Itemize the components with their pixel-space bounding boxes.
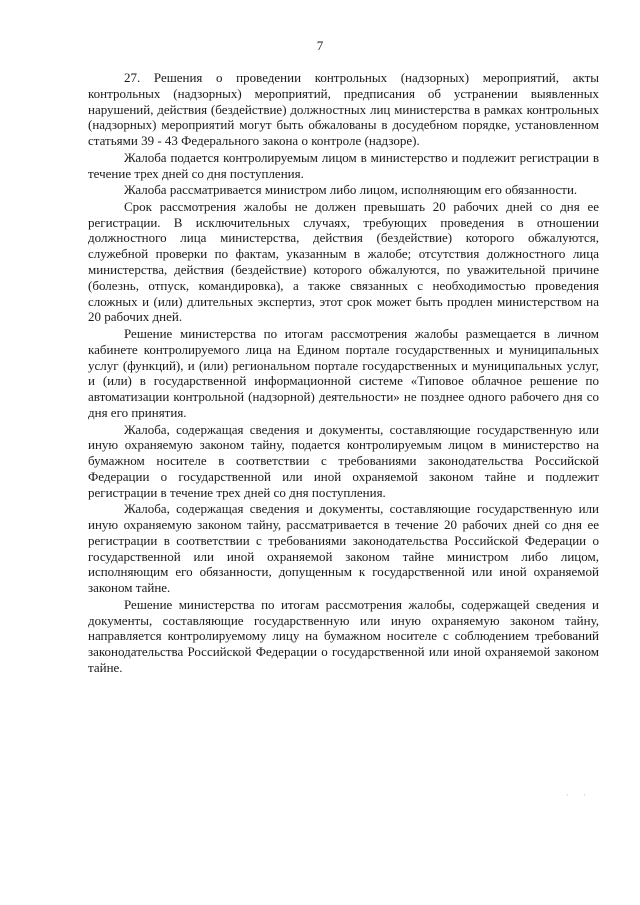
paragraph-appeal-decisions: 27. Решения о проведении контрольных (надзорных) мероприятий, акты контрольных (надзорных) мероприятий, предписания об устранении выявленных нарушений, действия (бездействие) должностных лиц министерства в рамках контрольных (надзорных) мероприятий могут быть обжалованы в досудебном порядке, установленном статьями 39 - 43 Федерального закона о контроле (надзоре). (88, 70, 599, 149)
paragraph-review-period: Срок рассмотрения жалобы не должен превышать 20 рабочих дней со дня ее регистрации. В исключительных случаях, требующих проведения в отношении должностного лица министерства, действия (бездействие) которого обжалуются, служебной проверки по фактам, указанным в жалобе; отсутствия должностного лица министерства, действия (бездействие) которого обжалуются, по уважительной причине (болезнь, отпуск, командировка), а также связанных с необходимостью проведения сложных и (или) длительных экспертиз, этот срок может быть продлен министерством на 20 рабочих дней. (88, 198, 599, 325)
paragraph-complaint-filing: Жалоба подается контролируемым лицом в министерство и подлежит регистрации в течение трех дней со дня поступления. (88, 149, 599, 181)
paragraph-secret-complaint-filing: Жалоба, содержащая сведения и документы, составляющие государственную или иную охраняемую законом тайну, подается контролируемым лицом в министерство на бумажном носителе в соответствии с требованиями законодательства Российской Федерации о государственной или иной охраняемой законом тайне и подлежит регистрации в течение трех дней со дня поступления. (88, 421, 599, 500)
paragraph-decision-publication: Решение министерства по итогам рассмотрения жалобы размещается в личном кабинете контролируемого лица на Едином портале государственных и муниципальных услуг (функций), и (или) региональном портале государственных и муниципальных услуг, и (или) в государственной информационной системе «Типовое облачное решение по автоматизации контрольной (надзорной) деятельности» не позднее одного рабочего дня со дня его принятия. (88, 325, 599, 420)
paragraph-secret-complaint-review: Жалоба, содержащая сведения и документы, составляющие государственную или иную охраняемую законом тайну, рассматривается в течение 20 рабочих дней со дня ее регистрации в соответствии с требованиями законодательства Российской Федерации о государственной или иной охраняемой законом тайне министром либо лицом, исполняющим его обязанности, допущенным к государственной или иной охраняемой законом тайне. (88, 501, 599, 596)
document-body (88, 70, 599, 677)
paragraph-complaint-reviewer: Жалоба рассматривается министром либо лицом, исполняющим его обязанности. (124, 182, 578, 198)
scan-artifact-dots: · · (565, 790, 592, 800)
page-number: 7 (316, 38, 324, 53)
paragraph-secret-decision-delivery: Решение министерства по итогам рассмотрения жалобы, содержащей сведения и документы, составляющие государственную или иную охраняемую законом тайну, направляется контролируемому лицу на бумажном носителе с соблюдением требований законодательства Российской Федерации о государственной или иной охраняемой законом тайне. (88, 596, 599, 676)
